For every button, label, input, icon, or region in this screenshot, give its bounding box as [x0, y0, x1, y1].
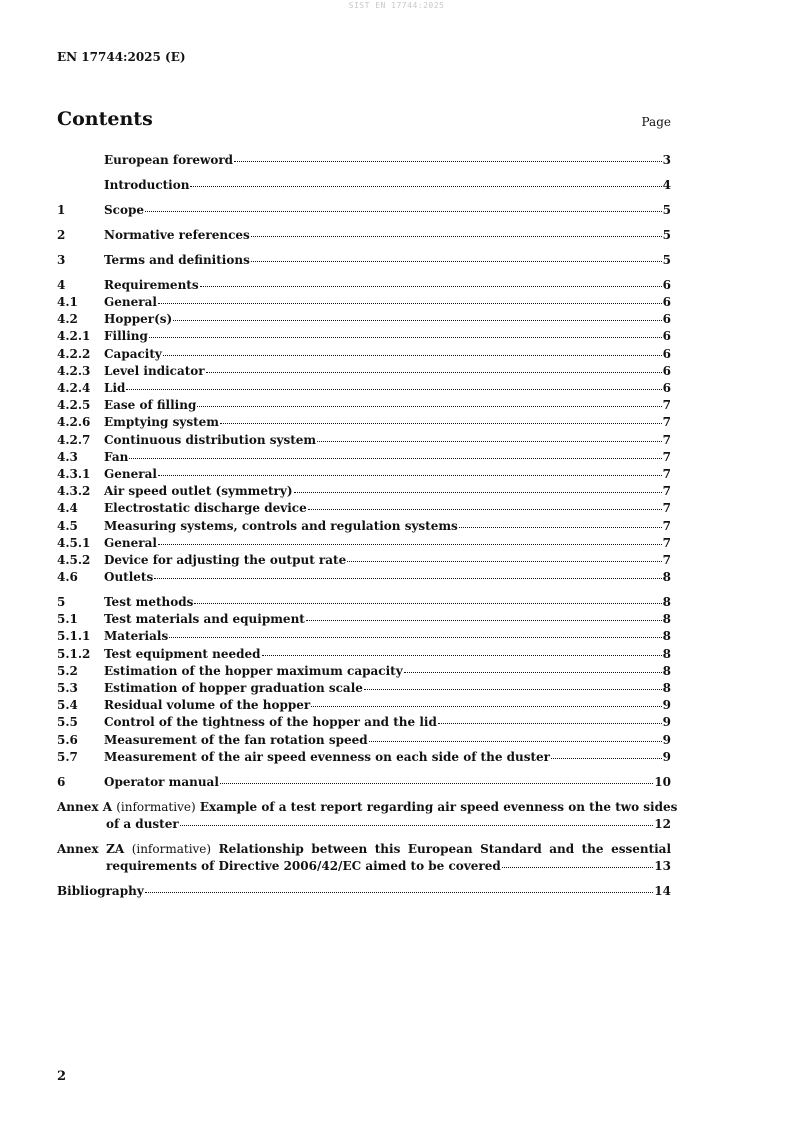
toc-entry[interactable]	[57, 535, 671, 552]
toc-entry[interactable]	[57, 380, 671, 397]
toc-entry-title: Outlets	[104, 570, 154, 585]
annex-title-line2	[57, 816, 671, 833]
annex-page: 12	[654, 816, 671, 831]
toc-entry-number: 6	[57, 774, 66, 789]
toc-entry-title: Filling	[104, 329, 148, 344]
dot-leader	[364, 689, 662, 690]
toc-entry-title: Introduction	[104, 177, 190, 192]
toc-entry-title: Capacity	[104, 346, 162, 361]
toc-entry[interactable]	[57, 346, 671, 363]
annex-page: 13	[654, 859, 671, 874]
toc-entry[interactable]	[57, 663, 671, 680]
toc-entry[interactable]	[57, 518, 671, 535]
dot-leader	[438, 723, 662, 724]
toc-entry[interactable]	[57, 466, 671, 483]
dot-leader	[251, 236, 662, 237]
toc-entry-title: Continuous distribution system	[104, 432, 317, 447]
toc-entry-title: Test methods	[104, 595, 194, 610]
toc-entry-title: Estimation of the hopper maximum capacity	[104, 663, 403, 678]
toc-entry[interactable]	[57, 552, 671, 569]
toc-entry-number: 4.2.5	[57, 398, 91, 413]
dot-leader	[180, 825, 654, 826]
toc-spacer	[57, 269, 671, 277]
toc-entry[interactable]	[57, 152, 671, 169]
dot-leader	[347, 561, 661, 562]
toc-entry-number: 4.3.1	[57, 466, 91, 481]
toc-entry-title: Test materials and equipment	[104, 612, 305, 627]
toc-entry-number: 4.2.3	[57, 363, 91, 378]
toc-entry-page: 9	[662, 698, 671, 713]
toc-entry-number: 3	[57, 252, 66, 267]
toc-entry-number: 5.4	[57, 698, 78, 713]
toc-entry-title: Emptying system	[104, 415, 219, 430]
toc-entry-number: 4.6	[57, 570, 78, 585]
toc-entry-page: 5	[662, 202, 671, 217]
toc-entry-number: 4.2.2	[57, 346, 91, 361]
toc-entry-title: European foreword	[104, 153, 234, 167]
annex-qualifier: (informative)	[131, 841, 212, 856]
toc-entry[interactable]	[57, 611, 671, 628]
annex-title-text: Relationship between this European Standard and the essential	[218, 841, 672, 856]
toc-entry-title: Ease of filling	[104, 398, 197, 413]
annex-title-continuation: requirements of Directive 2006/42/EC aimed to be covered	[106, 859, 501, 874]
toc-entry[interactable]	[57, 774, 671, 791]
toc-entry-number: 4.3	[57, 449, 78, 464]
dot-leader	[551, 758, 662, 759]
toc-entry[interactable]	[57, 594, 671, 611]
toc-spacer	[57, 169, 671, 177]
toc-entry-title: Control of the tightness of the hopper and the lid	[104, 715, 437, 730]
dot-leader	[158, 303, 662, 304]
dot-leader	[194, 603, 661, 604]
dot-leader	[294, 492, 662, 493]
dot-leader	[459, 527, 662, 528]
toc-entry-page: 6	[662, 312, 671, 327]
toc-entry-number: 5	[57, 595, 66, 610]
dot-leader	[220, 783, 653, 784]
toc-entry-number: 4.2.6	[57, 415, 91, 430]
dot-leader	[262, 655, 662, 656]
watermark: SIST EN 17744:2025	[348, 1, 445, 10]
toc-entry-page: 5	[662, 227, 671, 242]
dot-leader	[308, 509, 662, 510]
toc-entry-page: 7	[662, 466, 671, 481]
toc-entry-page: 10	[654, 774, 671, 789]
toc-entry-page: 4	[662, 177, 671, 192]
dot-leader	[158, 544, 662, 545]
toc-entry-number: 5.7	[57, 749, 78, 764]
dot-leader	[404, 672, 662, 673]
dot-leader	[158, 475, 662, 476]
annex-entry[interactable]	[57, 799, 678, 833]
toc-entry-title: General	[104, 535, 157, 550]
toc-spacer	[57, 219, 671, 227]
annex-title-text: Example of a test report regarding air speed evenness on the two sides	[199, 799, 678, 814]
toc-entry-title: Estimation of hopper graduation scale	[104, 681, 363, 696]
toc-entry-page: 9	[662, 732, 671, 747]
dot-leader	[306, 620, 662, 621]
toc-entry-number: 4.4	[57, 501, 78, 516]
toc-entry-page: 3	[662, 153, 671, 167]
toc-entry-title: General	[104, 295, 157, 310]
toc-entry-page: 6	[662, 363, 671, 378]
toc-entry[interactable]	[57, 311, 671, 328]
toc-entry-title: Terms and definitions	[104, 252, 250, 267]
toc-entry-title: Lid	[104, 381, 126, 396]
toc-entry[interactable]	[57, 646, 671, 663]
toc-entry-title: General	[104, 466, 157, 481]
annex-title-continuation: of a duster	[106, 816, 179, 831]
toc-entry[interactable]	[57, 227, 671, 244]
toc-entry-page: 5	[662, 252, 671, 267]
toc-entry-page: 6	[662, 277, 671, 292]
toc-entry[interactable]	[57, 414, 671, 431]
toc-entry[interactable]	[57, 202, 671, 219]
toc-entry-page: 7	[662, 484, 671, 499]
toc-entry-title: Test equipment needed	[104, 646, 261, 661]
toc-entry-number: 4.2.1	[57, 329, 91, 344]
toc-entry-title: Measuring systems, controls and regulation systems	[104, 518, 458, 533]
dot-leader	[311, 706, 661, 707]
toc-entry[interactable]	[57, 714, 671, 731]
toc-entry-page: 8	[662, 629, 671, 644]
toc-entry-number: 4.2	[57, 312, 78, 327]
dot-leader	[220, 423, 662, 424]
document-id: EN 17744:2025 (E)	[57, 50, 186, 64]
toc-entry-number: 4.3.2	[57, 484, 91, 499]
toc-entry-number: 2	[57, 227, 66, 242]
toc-entry-page: 6	[662, 346, 671, 361]
toc-entry[interactable]	[57, 363, 671, 380]
page-column-label: Page	[641, 115, 671, 129]
dot-leader	[197, 406, 661, 407]
dot-leader	[173, 320, 661, 321]
dot-leader	[149, 337, 662, 338]
contents-title: Contents	[57, 108, 153, 130]
toc-entry-title: Residual volume of the hopper	[104, 698, 311, 713]
toc-entry-title: Electrostatic discharge device	[104, 501, 307, 516]
toc-entry-number: 4.2.4	[57, 381, 91, 396]
toc-entry-page: 6	[662, 381, 671, 396]
toc-entry-number: 5.1.1	[57, 629, 91, 644]
annex-entry[interactable]	[57, 841, 671, 875]
toc-entry-page: 8	[662, 681, 671, 696]
toc-spacer	[57, 586, 671, 594]
toc-entry[interactable]	[57, 177, 671, 194]
toc-entry[interactable]	[57, 483, 671, 500]
dot-leader	[145, 892, 654, 893]
toc-entry-title: Device for adjusting the output rate	[104, 552, 347, 567]
toc-entry-number: 4.2.7	[57, 432, 91, 447]
annex-qualifier: (informative)	[116, 799, 196, 814]
toc-entry-number: 5.5	[57, 715, 78, 730]
toc-entry[interactable]	[57, 252, 671, 269]
toc-entry[interactable]	[57, 500, 671, 517]
toc-entry-title: Measurement of the air speed evenness on each side of the duster	[104, 749, 551, 764]
annex-title-line2	[57, 858, 671, 875]
toc-entry-number: 1	[57, 202, 66, 217]
toc-entry[interactable]	[57, 277, 671, 294]
toc-entry-page: 7	[662, 535, 671, 550]
dot-leader	[190, 186, 661, 187]
toc-entry-title: Hopper(s)	[104, 312, 173, 327]
toc-entry-page: 8	[662, 595, 671, 610]
dot-leader	[163, 355, 662, 356]
toc-entry-number: 4.1	[57, 295, 78, 310]
toc-spacer	[57, 766, 671, 774]
toc-entry-title: Scope	[104, 202, 145, 217]
dot-leader	[369, 741, 662, 742]
toc-entry-page: 9	[662, 715, 671, 730]
toc-entry[interactable]	[57, 749, 671, 766]
dot-leader	[502, 867, 654, 868]
toc-entry-number: 5.2	[57, 663, 78, 678]
annex-label: Annex ZA	[57, 841, 125, 856]
toc-spacer	[57, 833, 671, 841]
dot-leader	[126, 389, 661, 390]
dot-leader	[317, 441, 662, 442]
toc-entry-page: 7	[662, 432, 671, 447]
toc-entry-title: Normative references	[104, 227, 250, 242]
toc-entry[interactable]	[57, 328, 671, 345]
toc-entry-number: 4	[57, 277, 66, 292]
toc-entry-title: Level indicator	[104, 363, 205, 378]
dot-leader	[234, 161, 662, 162]
dot-leader	[200, 286, 662, 287]
dot-leader	[251, 261, 662, 262]
toc-entry-number: 4.5	[57, 518, 78, 533]
table-of-contents	[57, 152, 678, 900]
toc-spacer	[57, 194, 671, 202]
toc-entry-title: Operator manual	[104, 774, 219, 789]
toc-entry-page: 6	[662, 295, 671, 310]
toc-entry-page: 7	[662, 415, 671, 430]
toc-entry-page: 7	[662, 449, 671, 464]
toc-entry-number: 5.6	[57, 732, 78, 747]
toc-entry-page: 14	[654, 884, 671, 899]
toc-entry-page: 7	[662, 501, 671, 516]
toc-entry-page: 7	[662, 552, 671, 567]
toc-entry[interactable]	[57, 432, 671, 449]
toc-entry[interactable]	[57, 294, 671, 311]
toc-entry-title: Air speed outlet (symmetry)	[104, 484, 293, 499]
dot-leader	[206, 372, 662, 373]
toc-entry[interactable]	[57, 397, 671, 414]
toc-entry-number: 4.5.1	[57, 535, 91, 550]
toc-spacer	[57, 791, 671, 799]
toc-entry-number: 5.1	[57, 612, 78, 627]
toc-entry-title: Measurement of the fan rotation speed	[104, 732, 368, 747]
annex-title-line1	[57, 799, 678, 816]
dot-leader	[129, 458, 661, 459]
toc-entry-page: 8	[662, 663, 671, 678]
toc-entry[interactable]	[57, 569, 671, 586]
toc-entry-title: Materials	[104, 629, 169, 644]
toc-entry-number: 5.3	[57, 681, 78, 696]
toc-entry-page: 8	[662, 570, 671, 585]
page-number: 2	[57, 1069, 67, 1084]
toc-entry-number: 4.5.2	[57, 552, 91, 567]
toc-entry-page: 7	[662, 518, 671, 533]
toc-spacer	[57, 244, 671, 252]
toc-entry[interactable]	[57, 732, 671, 749]
dot-leader	[154, 578, 661, 579]
toc-entry[interactable]	[57, 628, 671, 645]
toc-entry-title: Requirements	[104, 277, 199, 292]
toc-entry-bibliography[interactable]	[57, 883, 671, 900]
toc-entry-page: 8	[662, 646, 671, 661]
toc-spacer	[57, 875, 671, 883]
toc-entry-page: 9	[662, 749, 671, 764]
toc-entry-number: 5.1.2	[57, 646, 91, 661]
toc-entry[interactable]	[57, 680, 671, 697]
annex-label: Annex A	[57, 799, 113, 814]
dot-leader	[145, 211, 662, 212]
toc-entry-title: Fan	[104, 449, 129, 464]
toc-entry-page: 6	[662, 329, 671, 344]
toc-entry[interactable]	[57, 697, 671, 714]
annex-title-line1	[57, 841, 671, 858]
toc-entry-page: 8	[662, 612, 671, 627]
toc-entry[interactable]	[57, 449, 671, 466]
dot-leader	[169, 637, 661, 638]
toc-entry-page: 7	[662, 398, 671, 413]
toc-entry-title: Bibliography	[57, 884, 144, 899]
